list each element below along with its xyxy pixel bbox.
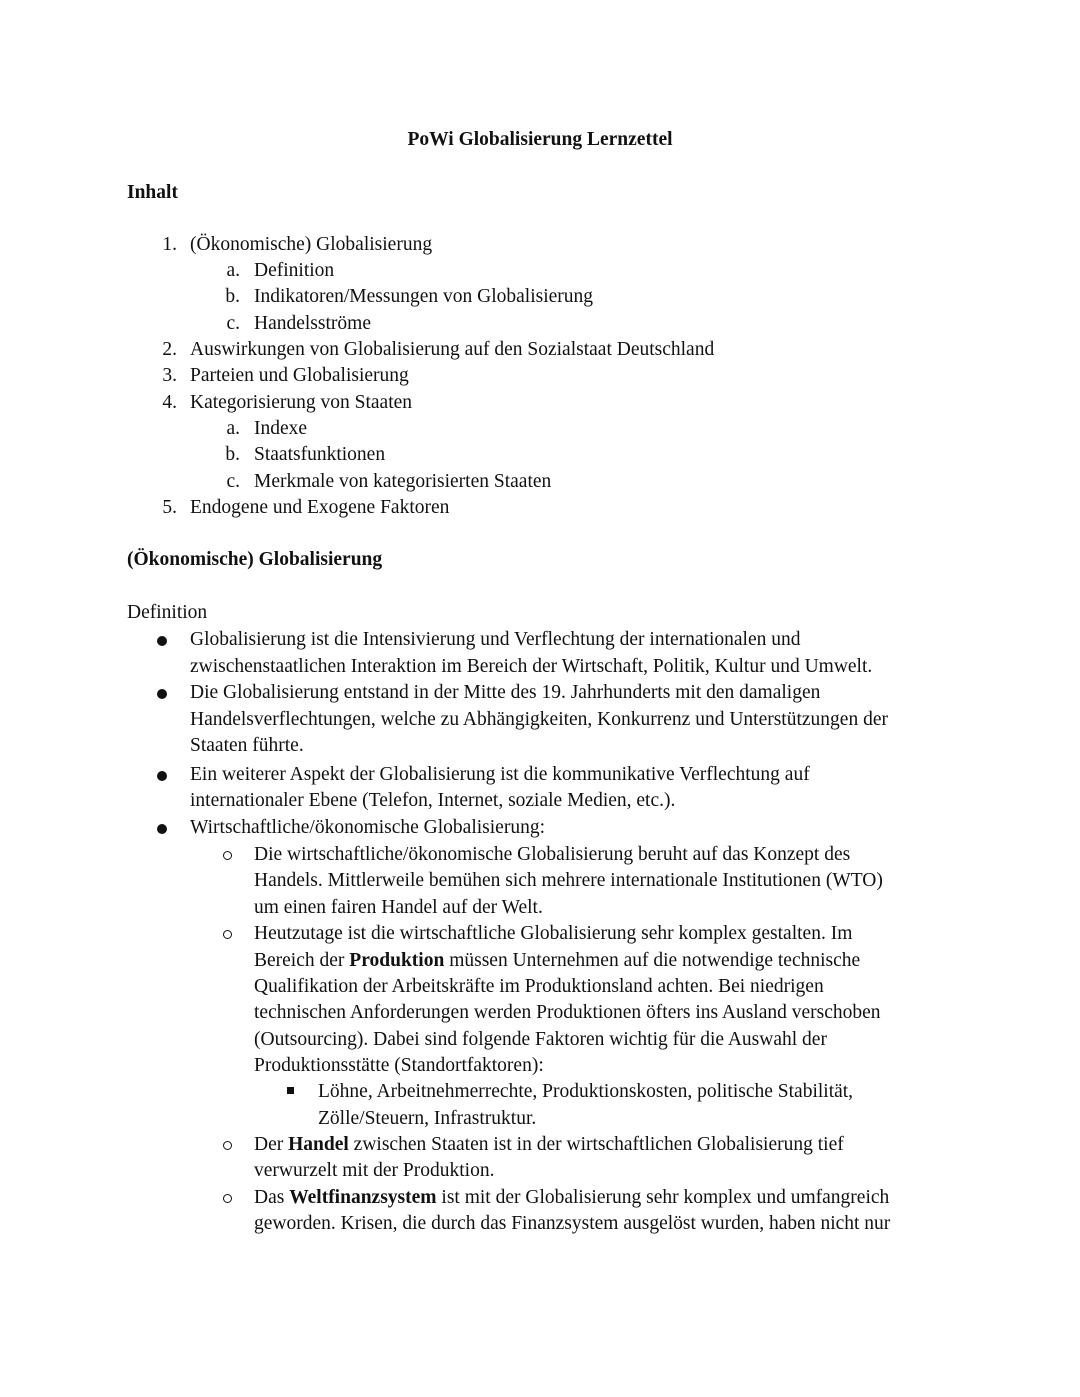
toc-item: Parteien und Globalisierung: [190, 365, 409, 386]
bullet-line: internationaler Ebene (Telefon, Internet, soziale Medien, etc.).: [190, 790, 676, 811]
toc-heading: Inhalt: [127, 182, 178, 203]
toc-sub-num: c.: [226, 313, 240, 334]
toc-sub-item: Indexe: [254, 418, 308, 439]
toc-sub-item: Handelsströme: [254, 313, 371, 334]
sub-bullet-line: Die wirtschaftliche/ökonomische Globalisierung beruht auf das Konzept des: [254, 844, 851, 865]
toc-sub-item: Merkmale von kategorisierten Staaten: [254, 471, 552, 492]
term-handel: Handel: [288, 1134, 349, 1155]
bullet-line: Wirtschaftliche/ökonomische Globalisierung:: [190, 817, 545, 838]
sub-bullet-line: Produktionsstätte (Standortfaktoren):: [254, 1055, 544, 1076]
document-title: PoWi Globalisierung Lernzettel: [407, 129, 673, 150]
sub-bullet-line: Das Weltfinanzsystem ist mit der Globalisierung sehr komplex und umfangreich: [254, 1187, 890, 1208]
toc-sub-num: a.: [226, 418, 240, 439]
toc-sub-num: b.: [225, 286, 240, 307]
toc-item: Auswirkungen von Globalisierung auf den Sozialstaat Deutschland: [190, 339, 715, 360]
term-weltfinanzsystem: Weltfinanzsystem: [289, 1187, 437, 1208]
sub-bullet-line: um einen fairen Handel auf der Welt.: [254, 897, 543, 918]
sub-bullet-line: Der Handel zwischen Staaten ist in der wirtschaftlichen Globalisierung tief: [254, 1134, 844, 1155]
toc-num: 1.: [162, 234, 177, 255]
toc-sub-num: b.: [225, 444, 240, 465]
sub-bullet-line: Qualifikation der Arbeitskräfte im Produktionsland achten. Bei niedrigen: [254, 976, 824, 997]
bullet-dot-icon: [157, 689, 167, 699]
subsection-heading: Definition: [127, 602, 208, 623]
toc-item: Kategorisierung von Staaten: [190, 392, 413, 413]
sub-bullet-line: technischen Anforderungen werden Produktionen öfters ins Ausland verschoben: [254, 1002, 881, 1023]
toc-sub-item: Staatsfunktionen: [254, 444, 386, 465]
bullet-square-icon: [287, 1087, 294, 1094]
bullet-line: Die Globalisierung entstand in der Mitte des 19. Jahrhunderts mit den damaligen: [190, 682, 821, 703]
bullet-dot-icon: [157, 636, 167, 646]
bullet-dot-icon: [157, 771, 167, 781]
toc-item: (Ökonomische) Globalisierung: [190, 234, 433, 255]
toc-num: 3.: [162, 365, 177, 386]
sub-bullet-line: geworden. Krisen, die durch das Finanzsystem ausgelöst wurden, haben nicht nur: [254, 1213, 891, 1234]
sub-bullet-line: Bereich der Produktion müssen Unternehmen auf die notwendige technische: [254, 950, 861, 971]
toc-sub-num: a.: [226, 260, 240, 281]
sub-bullet-line: verwurzelt mit der Produktion.: [254, 1160, 495, 1181]
bullet-line: Ein weiterer Aspekt der Globalisierung ist die kommunikative Verflechtung auf: [190, 764, 810, 785]
toc-sub-item: Definition: [254, 260, 335, 281]
bullet-circle-icon: [223, 1194, 232, 1203]
bullet-circle-icon: [223, 930, 232, 939]
toc-num: 2.: [162, 339, 177, 360]
bullet-dot-icon: [157, 824, 167, 834]
sub-sub-bullet-line: Löhne, Arbeitnehmerrechte, Produktionskosten, politische Stabilität,: [318, 1081, 854, 1102]
toc-num: 4.: [162, 392, 177, 413]
toc-num: 5.: [162, 497, 177, 518]
toc-item: Endogene und Exogene Faktoren: [190, 497, 450, 518]
section-heading: (Ökonomische) Globalisierung: [127, 549, 383, 570]
sub-sub-bullet-line: Zölle/Steuern, Infrastruktur.: [318, 1108, 537, 1129]
bullet-line: Handelsverflechtungen, welche zu Abhängigkeiten, Konkurrenz und Unterstützungen der: [190, 709, 888, 730]
bullet-circle-icon: [223, 1141, 232, 1150]
term-produktion: Produktion: [349, 950, 445, 971]
bullet-circle-icon: [223, 851, 232, 860]
toc-sub-item: Indikatoren/Messungen von Globalisierung: [254, 286, 594, 307]
bullet-line: zwischenstaatlichen Interaktion im Bereich der Wirtschaft, Politik, Kultur und Umwelt.: [190, 656, 873, 677]
bullet-line: Globalisierung ist die Intensivierung und Verflechtung der internationalen und: [190, 629, 801, 650]
sub-bullet-line: Heutzutage ist die wirtschaftliche Globalisierung sehr komplex gestalten. Im: [254, 923, 853, 944]
sub-bullet-line: (Outsourcing). Dabei sind folgende Faktoren wichtig für die Auswahl der: [254, 1029, 827, 1050]
toc-sub-num: c.: [226, 471, 240, 492]
bullet-line: Staaten führte.: [190, 735, 304, 756]
sub-bullet-line: Handels. Mittlerweile bemühen sich mehrere internationale Institutionen (WTO): [254, 870, 883, 891]
